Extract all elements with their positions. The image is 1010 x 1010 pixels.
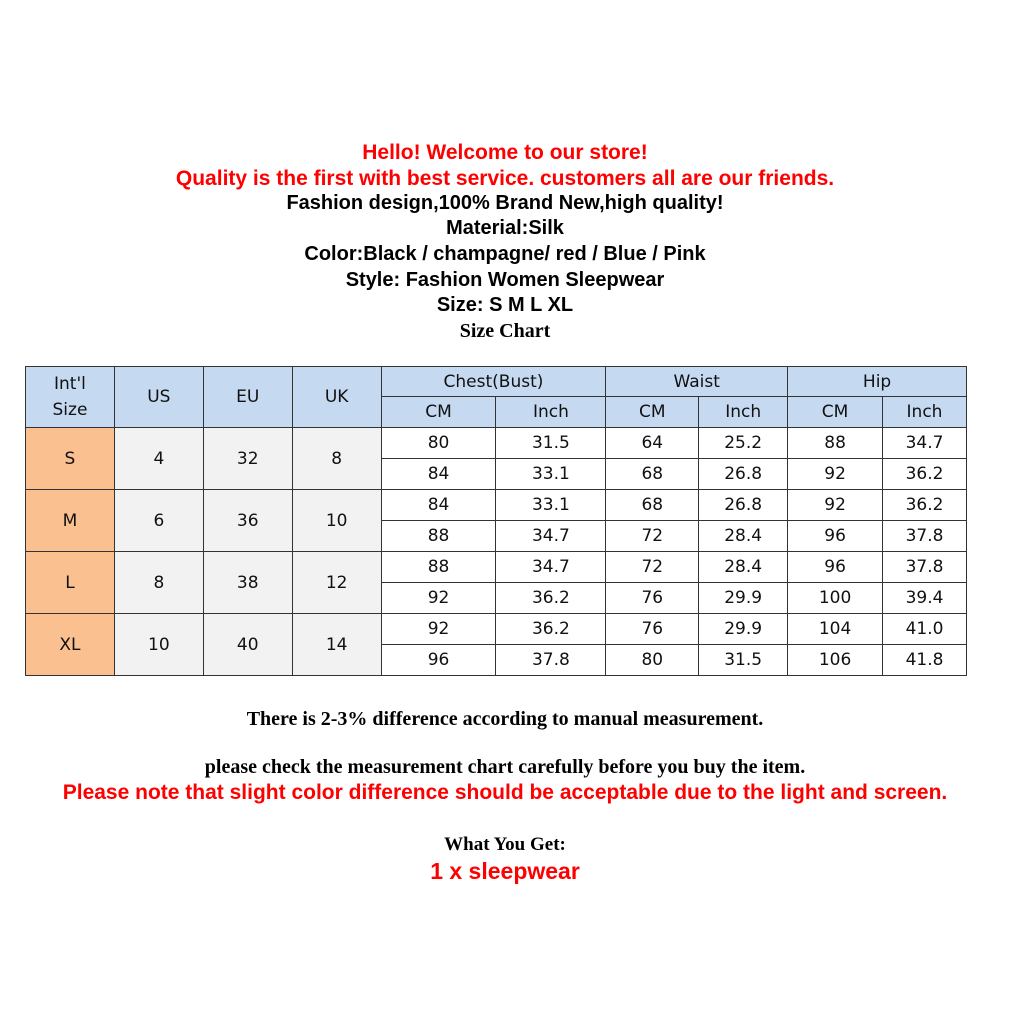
chest-inch: 34.7 [496,552,606,583]
waist-inch: 25.2 [699,428,788,459]
chest-inch: 31.5 [496,428,606,459]
unit-cm: CM [606,397,699,428]
chest-inch: 37.8 [496,645,606,676]
chest-cm: 96 [381,645,496,676]
waist-inch: 31.5 [699,645,788,676]
waist-inch: 28.4 [699,521,788,552]
header-hip: Hip [788,367,967,397]
size-label: XL [26,614,115,676]
quality-line: Quality is the first with best service. customers all are our friends. [175,167,835,190]
eu-size: 38 [203,552,292,614]
header-eu: EU [203,367,292,428]
waist-cm: 76 [606,614,699,645]
chest-cm: 92 [381,583,496,614]
waist-inch: 26.8 [699,490,788,521]
eu-size: 36 [203,490,292,552]
fashion-line: Fashion design,100% Brand New,high quality! [286,192,724,214]
hip-cm: 92 [788,459,883,490]
eu-size: 32 [203,428,292,490]
chest-cm: 80 [381,428,496,459]
unit-inch: Inch [496,397,606,428]
color-line: Color:Black / champagne/ red / Blue / Pink [304,243,706,265]
eu-size: 40 [203,614,292,676]
waist-cm: 80 [606,645,699,676]
chest-inch: 34.7 [496,521,606,552]
what-you-get-label: What You Get: [444,834,566,855]
us-size: 6 [114,490,203,552]
hip-cm: 96 [788,552,883,583]
size-label: L [26,552,115,614]
hip-inch: 37.8 [883,521,967,552]
check-note: please check the measurement chart carefully before you buy the item. [204,756,806,778]
us-size: 4 [114,428,203,490]
hip-inch: 37.8 [883,552,967,583]
size-chart-table [25,366,967,676]
header-us: US [114,367,203,428]
chest-cm: 84 [381,490,496,521]
waist-cm: 76 [606,583,699,614]
material-line: Material:Silk [446,217,564,239]
hip-cm: 100 [788,583,883,614]
table-row [26,428,967,459]
chest-cm: 92 [381,614,496,645]
unit-cm: CM [381,397,496,428]
header-uk: UK [292,367,381,428]
waist-cm: 68 [606,490,699,521]
hip-cm: 96 [788,521,883,552]
chest-inch: 36.2 [496,583,606,614]
uk-size: 8 [292,428,381,490]
size-label: M [26,490,115,552]
us-size: 10 [114,614,203,676]
waist-inch: 29.9 [699,614,788,645]
table-row [26,614,967,645]
hip-cm: 106 [788,645,883,676]
uk-size: 12 [292,552,381,614]
header-chest: Chest(Bust) [381,367,606,397]
uk-size: 14 [292,614,381,676]
unit-inch: Inch [883,397,967,428]
hip-inch: 34.7 [883,428,967,459]
size-line: Size: S M L XL [436,294,574,316]
us-size: 8 [114,552,203,614]
chest-cm: 88 [381,521,496,552]
waist-inch: 28.4 [699,552,788,583]
size-label: S [26,428,115,490]
size-chart-title: Size Chart [459,320,551,342]
package-contents: 1 x sleepwear [430,858,580,884]
color-difference-note: Please note that slight color difference should be acceptable due to the light and screen. [62,781,948,804]
welcome-line: Hello! Welcome to our store! [362,141,648,164]
hip-inch: 41.0 [883,614,967,645]
style-line: Style: Fashion Women Sleepwear [345,269,665,291]
waist-inch: 29.9 [699,583,788,614]
hip-cm: 92 [788,490,883,521]
waist-cm: 72 [606,521,699,552]
waist-cm: 68 [606,459,699,490]
difference-note: There is 2-3% difference according to manual measurement. [246,708,764,730]
chest-inch: 33.1 [496,490,606,521]
chest-cm: 84 [381,459,496,490]
chest-cm: 88 [381,552,496,583]
header-waist: Waist [606,367,788,397]
waist-inch: 26.8 [699,459,788,490]
unit-inch: Inch [699,397,788,428]
waist-cm: 72 [606,552,699,583]
hip-inch: 36.2 [883,459,967,490]
hip-inch: 41.8 [883,645,967,676]
chest-inch: 33.1 [496,459,606,490]
header-intl-size: Int'l Size [26,367,115,428]
hip-inch: 39.4 [883,583,967,614]
hip-cm: 104 [788,614,883,645]
chest-inch: 36.2 [496,614,606,645]
table-row [26,490,967,521]
hip-cm: 88 [788,428,883,459]
table-row [26,552,967,583]
uk-size: 10 [292,490,381,552]
unit-cm: CM [788,397,883,428]
size-table-body [26,428,967,676]
waist-cm: 64 [606,428,699,459]
hip-inch: 36.2 [883,490,967,521]
